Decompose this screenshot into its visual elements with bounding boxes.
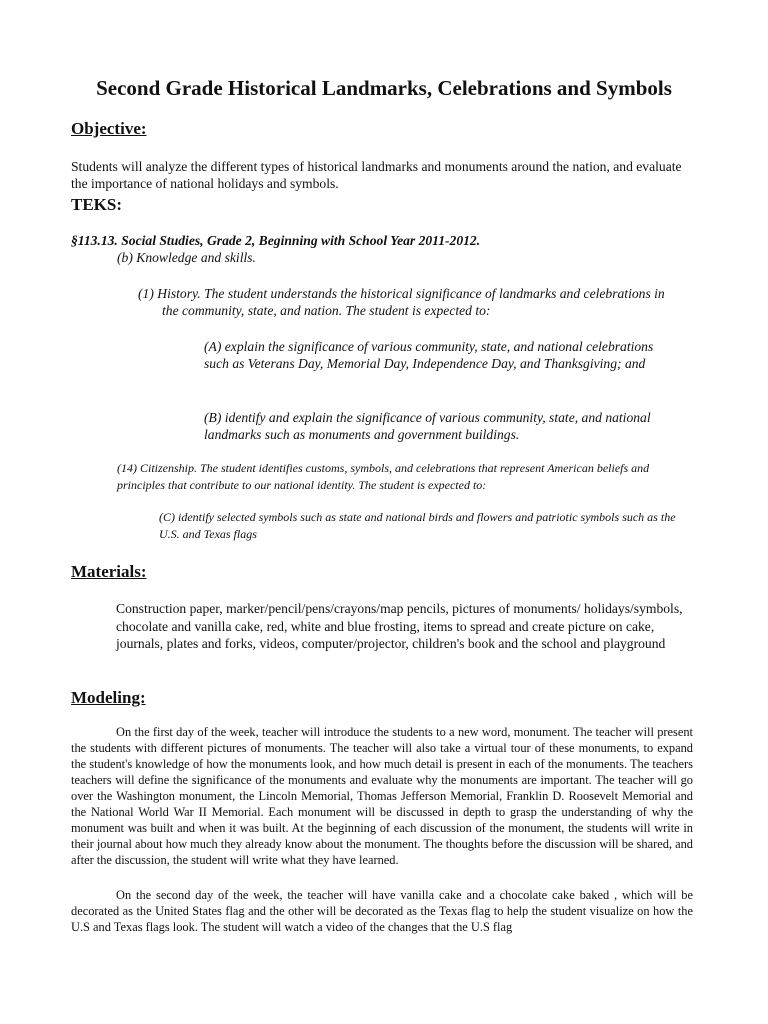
document-title: Second Grade Historical Landmarks, Celebrations and Symbols	[96, 76, 672, 100]
objective-text: Students will analyze the different types of historical landmarks and monuments around the nation, and evaluate the importance of national holidays and symbols.	[71, 159, 682, 191]
objective-heading: Objective:	[71, 119, 147, 138]
teks-item-14: (14) Citizenship. The student identifies customs, symbols, and celebrations that represent American beliefs and principles that contribute to our national identity. The student is expected to:	[117, 461, 650, 492]
modeling-paragraph-1: On the first day of the week, teacher will introduce the students to a new word, monument. The teacher will present the students with different pictures of monuments. The teacher will also take a virtual tour of these monuments, to expand the student's knowledge of how the monuments look, and how much detail is present in each of the monuments. The teachers teachers will define the significance of the monuments and evaluate why the monuments are important. The teacher will go over the Washington monument, the Lincoln Memorial, Thomas Jefferson Memorial, Franklin D. Roosevelt Memorial and the National World War II Memorial. Each monument will be discussed in depth to grasp the understanding of why the monument was built and when it was built. At the beginning of each discussion of the monument, the students will write in their journal about how much they already know about the monument. The thoughts before the discussion will be shared, and after the discussion, the student will write what they have learned.	[71, 725, 693, 867]
teks-heading: TEKS:	[71, 195, 123, 214]
materials-heading: Materials:	[71, 562, 147, 581]
teks-item-14c: (C) identify selected symbols such as state and national birds and flowers and patriotic symbols such as the U.S. and Texas flags	[159, 510, 676, 541]
teks-item-1: (1) History. The student understands the historical significance of landmarks and celebrations in the community, state, and nation. The student is expected to:	[138, 286, 665, 318]
teks-item-1b: (B) identify and explain the significance of various community, state, and national landmarks such as monuments and government buildings.	[204, 410, 651, 442]
materials-text: Construction paper, marker/pencil/pens/crayons/map pencils, pictures of monuments/ holidays/symbols, chocolate and vanilla cake, red, white and blue frosting, items to spread and create picture on cake, journals, plates and forks, videos, computer/projector, children's book and the school and playground	[116, 601, 683, 651]
teks-citation: §113.13. Social Studies, Grade 2, Beginning with School Year 2011-2012.	[71, 233, 481, 248]
teks-item-1a: (A) explain the significance of various community, state, and national celebrations such as Veterans Day, Memorial Day, Independence Day, and Thanksgiving; and	[204, 339, 654, 371]
modeling-paragraph-2: On the second day of the week, the teacher will have vanilla cake and a chocolate cake baked , which will be decorated as the United States flag and the other will be decorated as the Texas flag to help the student visualize on how the U.S and Texas flags look. The student will watch a video of the changes that the U.S flag	[71, 888, 693, 934]
teks-subsection-b: (b) Knowledge and skills.	[117, 250, 256, 265]
modeling-heading: Modeling:	[71, 688, 146, 707]
